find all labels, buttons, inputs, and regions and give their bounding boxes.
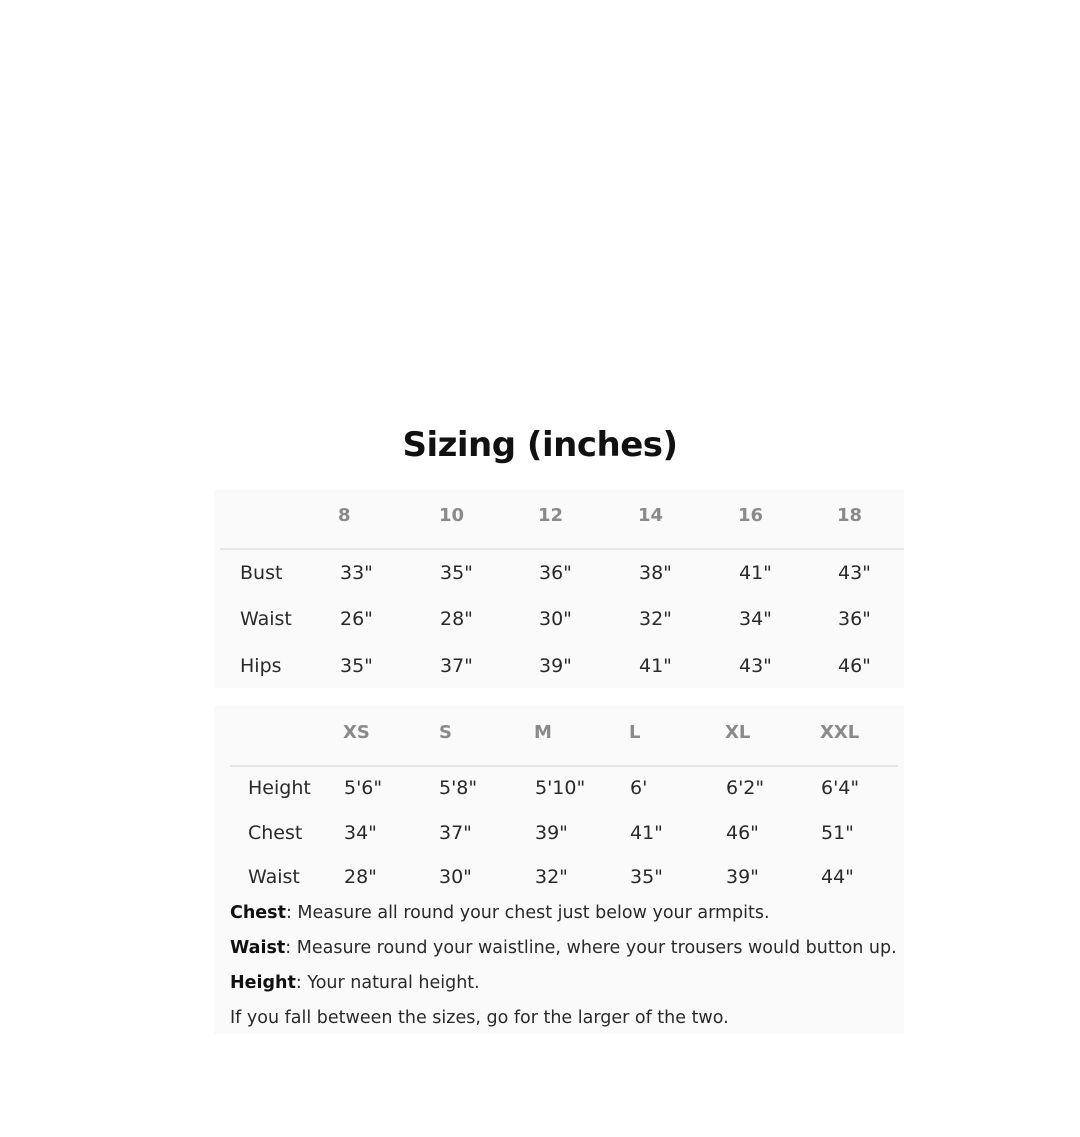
table-cell: 5'6" (344, 777, 383, 799)
header-divider (230, 765, 898, 767)
table-cell: 28" (440, 608, 473, 630)
note-text: : Measure all round your chest just below your armpits. (285, 903, 770, 923)
size-header: 18 (837, 505, 863, 526)
table-cell: 39" (535, 822, 568, 844)
size-header: XXL (820, 722, 860, 743)
note-term: Waist (230, 938, 286, 958)
size-header: XS (343, 722, 370, 743)
size-header: 14 (638, 505, 664, 526)
note-term: Height (230, 973, 296, 993)
note-between-sizes (230, 1005, 729, 1031)
size-header: 12 (538, 505, 564, 526)
table-cell: 41" (630, 822, 663, 844)
table-cell: 6' (630, 777, 648, 799)
size-header: 8 (338, 505, 351, 526)
table-cell: 32" (535, 866, 568, 888)
table-cell: 30" (439, 866, 472, 888)
note-chest (230, 900, 770, 926)
table-cell: 39" (539, 655, 572, 677)
table-cell: 30" (539, 608, 572, 630)
row-label: Waist (248, 866, 300, 888)
table-cell: 26" (340, 608, 373, 630)
note-height (230, 970, 480, 996)
page-title: Sizing (inches) (402, 425, 678, 465)
table-cell: 46" (726, 822, 759, 844)
row-label: Hips (240, 655, 282, 677)
row-label: Waist (240, 608, 292, 630)
table-cell: 5'10" (535, 777, 586, 799)
note-text: : Measure round your waistline, where your trousers would button up. (285, 938, 897, 958)
table-cell: 33" (340, 562, 373, 584)
table-cell: 36" (838, 608, 871, 630)
table-cell: 32" (639, 608, 672, 630)
note-text: If you fall between the sizes, go for the larger of the two. (230, 1008, 729, 1028)
row-label: Bust (240, 562, 283, 584)
table-cell: 5'8" (439, 777, 478, 799)
table-cell: 37" (440, 655, 473, 677)
size-header: 10 (439, 505, 465, 526)
table-cell: 41" (639, 655, 672, 677)
note-text: : Your natural height. (295, 973, 480, 993)
size-header: S (439, 722, 452, 743)
size-header: 16 (738, 505, 764, 526)
table-cell: 34" (739, 608, 772, 630)
table-cell: 51" (821, 822, 854, 844)
size-header: XL (725, 722, 751, 743)
size-header: L (629, 722, 641, 743)
table-cell: 46" (838, 655, 871, 677)
table-cell: 34" (344, 822, 377, 844)
table-cell: 37" (439, 822, 472, 844)
table-cell: 38" (639, 562, 672, 584)
table-cell: 35" (630, 866, 663, 888)
table-cell: 35" (340, 655, 373, 677)
note-waist (230, 935, 897, 961)
table-cell: 6'2" (726, 777, 765, 799)
header-divider (220, 548, 904, 550)
note-term: Chest (230, 903, 286, 923)
table-cell: 6'4" (821, 777, 860, 799)
table-cell: 43" (739, 655, 772, 677)
row-label: Height (248, 777, 311, 799)
table-cell: 44" (821, 866, 854, 888)
table-cell: 35" (440, 562, 473, 584)
table-cell: 39" (726, 866, 759, 888)
table-cell: 43" (838, 562, 871, 584)
table-cell: 28" (344, 866, 377, 888)
table-cell: 36" (539, 562, 572, 584)
row-label: Chest (248, 822, 303, 844)
size-header: M (534, 722, 552, 743)
table-cell: 41" (739, 562, 772, 584)
